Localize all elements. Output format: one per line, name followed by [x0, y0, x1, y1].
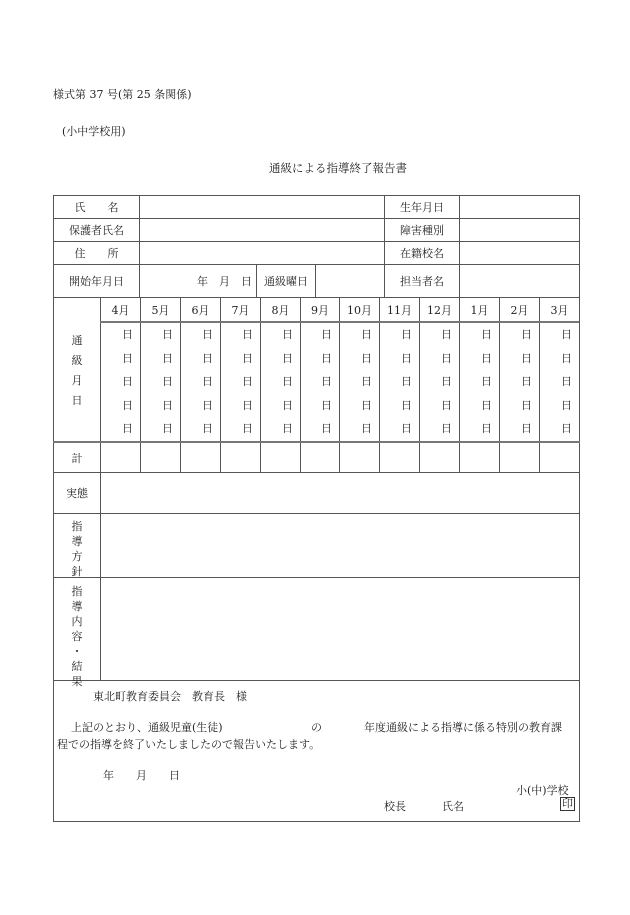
day-cell[interactable]: 日 [122, 351, 133, 365]
day-cell[interactable]: 日 [441, 328, 452, 341]
day-cell[interactable]: 日 [122, 375, 133, 388]
day-cell[interactable]: 日 [521, 398, 532, 412]
guardian-label: 保護者氏名 [69, 224, 124, 237]
day-cell[interactable]: 日 [401, 422, 412, 435]
principal-label: 校長 [384, 800, 406, 813]
day-cell[interactable]: 日 [282, 328, 293, 341]
month-header: 12月 [427, 303, 452, 317]
day-cell[interactable]: 日 [122, 398, 133, 412]
month-header: 10月 [347, 303, 372, 317]
policy-char: 指 [71, 520, 83, 533]
month-header: 6月 [191, 303, 210, 317]
month-header: 7月 [231, 303, 250, 317]
content-field[interactable] [101, 578, 579, 680]
content-char: 指 [71, 585, 83, 598]
body-text-line2: 程での指導を終了いたしましたので報告いたします。 [57, 738, 321, 751]
side-char: 日 [71, 394, 83, 407]
day-cell[interactable]: 日 [561, 328, 572, 341]
month-total-cell[interactable] [181, 443, 220, 472]
day-cell[interactable]: 日 [481, 328, 492, 341]
day-cell[interactable]: 日 [242, 351, 253, 365]
day-cell[interactable]: 日 [441, 375, 452, 388]
day-cell[interactable]: 日 [401, 351, 412, 365]
policy-label [54, 519, 100, 579]
content-char: 導 [71, 600, 83, 613]
day-cell[interactable]: 日 [521, 351, 532, 365]
day-cell[interactable]: 日 [401, 328, 412, 341]
month-total-cell[interactable] [261, 443, 300, 472]
day-cell[interactable]: 日 [521, 422, 532, 435]
month-header: 2月 [510, 303, 529, 317]
day-cell[interactable]: 日 [162, 398, 173, 412]
month-total-cell[interactable] [101, 443, 140, 472]
day-cell[interactable]: 日 [481, 422, 492, 435]
day-cell[interactable]: 日 [561, 375, 572, 388]
start-date-label: 開始年月日 [69, 275, 124, 288]
day-cell[interactable]: 日 [361, 422, 372, 435]
day-cell[interactable]: 日 [242, 375, 253, 388]
month-total-cell[interactable] [540, 443, 579, 472]
school-field[interactable] [460, 242, 579, 264]
policy-char: 方 [71, 550, 83, 563]
policy-char: 針 [71, 565, 83, 578]
day-cell[interactable]: 日 [441, 398, 452, 412]
name-label: 氏 名 [74, 201, 119, 214]
day-cell[interactable]: 日 [441, 422, 452, 435]
day-cell[interactable]: 日 [202, 328, 213, 341]
day-cell[interactable]: 日 [361, 351, 372, 365]
month-header: 3月 [550, 303, 569, 317]
month-header: 11月 [387, 303, 412, 317]
name-field[interactable] [140, 196, 384, 218]
content-char: ・ [71, 645, 83, 658]
month-total-cell[interactable] [500, 443, 539, 472]
birthdate-field[interactable] [460, 196, 579, 218]
day-cell[interactable]: 日 [162, 375, 173, 388]
day-cell[interactable]: 日 [122, 422, 133, 435]
day-cell[interactable]: 日 [122, 328, 133, 341]
side-char: 級 [71, 354, 83, 367]
day-cell[interactable]: 日 [202, 398, 213, 412]
page-title: 通級による指導終了報告書 [269, 161, 407, 175]
attendance-side-label [54, 333, 100, 408]
weekday-label: 通級曜日 [264, 275, 308, 288]
day-cell[interactable]: 日 [282, 375, 293, 388]
disability-field[interactable] [460, 219, 579, 241]
day-cell[interactable]: 日 [242, 398, 253, 412]
month-total-cell[interactable] [141, 443, 180, 472]
content-label [54, 584, 100, 689]
day-cell[interactable]: 日 [361, 398, 372, 412]
day-cell[interactable]: 日 [401, 398, 412, 412]
side-char: 通 [71, 334, 83, 347]
month-total-cell[interactable] [221, 443, 260, 472]
day-cell[interactable]: 日 [561, 422, 572, 435]
month-header: 1月 [470, 303, 489, 317]
day-cell[interactable]: 日 [202, 375, 213, 388]
day-cell[interactable]: 日 [242, 422, 253, 435]
day-cell[interactable]: 日 [282, 398, 293, 412]
start-date-field[interactable]: 年 月 日 [197, 275, 252, 288]
address-label: 住 所 [74, 247, 119, 260]
day-cell[interactable]: 日 [521, 328, 532, 341]
seal-icon: 印 [562, 797, 573, 810]
month-header: 4月 [111, 303, 130, 317]
month-total-cell[interactable] [340, 443, 379, 472]
day-cell[interactable]: 日 [162, 328, 173, 341]
content-char: 容 [71, 630, 83, 643]
content-char: 内 [71, 615, 83, 628]
body-text-part2: 年度通級による指導に係る特別の教育課 [364, 721, 562, 734]
body-text-no: の [311, 721, 322, 734]
policy-char: 導 [71, 535, 83, 548]
form-number: 様式第 37 号(第 25 条関係) [53, 88, 192, 101]
address-field[interactable] [140, 242, 384, 264]
day-cell[interactable]: 日 [321, 351, 332, 365]
day-cell[interactable]: 日 [361, 328, 372, 341]
day-cell[interactable]: 日 [521, 375, 532, 388]
month-total-cell[interactable] [420, 443, 459, 472]
school-type: 小(中)学校 [516, 784, 569, 797]
policy-field[interactable] [101, 514, 579, 577]
day-cell[interactable]: 日 [441, 351, 452, 365]
day-cell[interactable]: 日 [321, 422, 332, 435]
usage-label: (小中学校用) [62, 125, 126, 138]
month-header: 9月 [311, 303, 329, 317]
day-cell[interactable]: 日 [561, 398, 572, 412]
teacher-label: 担当者名 [400, 275, 444, 288]
month-total-cell[interactable] [301, 443, 339, 472]
day-cell[interactable]: 日 [282, 422, 293, 435]
guardian-field[interactable] [140, 219, 384, 241]
day-cell[interactable]: 日 [401, 375, 412, 388]
total-label: 計 [71, 451, 83, 465]
teacher-field[interactable] [460, 265, 579, 297]
body-text-part1: 上記のとおり、通級児童(生徒) [71, 721, 223, 734]
day-cell[interactable]: 日 [282, 351, 293, 365]
day-cell[interactable]: 日 [321, 328, 332, 341]
month-total-cell[interactable] [380, 443, 419, 472]
day-cell[interactable]: 日 [321, 375, 332, 388]
report-date: 年 月 日 [103, 769, 180, 782]
birthdate-label: 生年月日 [400, 201, 444, 214]
addressee: 東北町教育委員会 教育長 様 [93, 690, 247, 703]
content-char: 結 [71, 660, 83, 673]
status-label: 実態 [66, 487, 88, 500]
month-total-cell[interactable] [460, 443, 499, 472]
principal-name-label: 氏名 [442, 800, 464, 813]
day-cell[interactable]: 日 [481, 375, 492, 388]
content-char: 果 [71, 675, 83, 688]
side-char: 月 [71, 374, 83, 387]
day-cell[interactable]: 日 [162, 351, 173, 365]
day-cell[interactable]: 日 [481, 351, 492, 365]
month-header: 8月 [271, 303, 290, 317]
school-label: 在籍校名 [400, 247, 444, 260]
day-cell[interactable]: 日 [321, 398, 332, 412]
disability-label: 障害種別 [400, 224, 444, 237]
day-cell[interactable]: 日 [162, 422, 173, 435]
day-cell[interactable]: 日 [481, 398, 492, 412]
day-cell[interactable]: 日 [202, 351, 213, 365]
day-cell[interactable]: 日 [361, 375, 372, 388]
day-cell[interactable]: 日 [242, 328, 253, 341]
status-field[interactable] [101, 473, 579, 513]
month-header: 5月 [151, 303, 170, 317]
day-cell[interactable]: 日 [202, 422, 213, 435]
day-cell[interactable]: 日 [561, 351, 572, 365]
weekday-field[interactable] [316, 265, 384, 297]
